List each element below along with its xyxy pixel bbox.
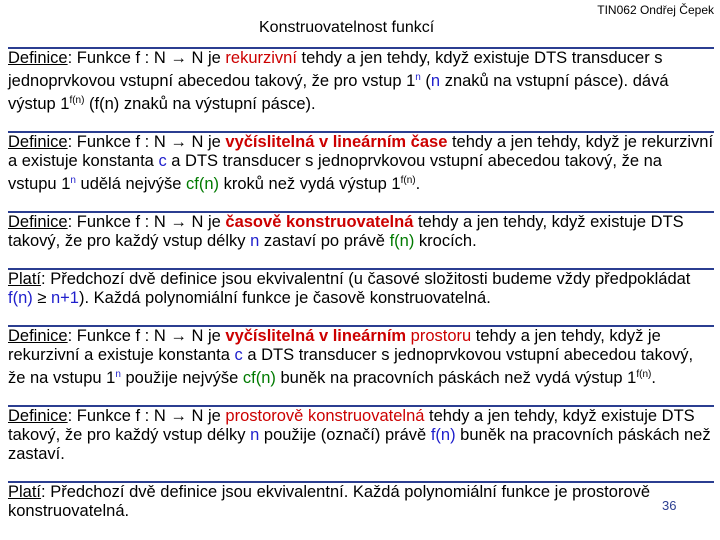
- text: : Funkce: [67, 407, 136, 425]
- text: zastaví po právě: [259, 232, 390, 250]
- superscript-fn: f(n): [400, 175, 416, 186]
- text: tehdy a jen tehdy, když existuje DTS takový, že pro každý vstup délky: [8, 213, 684, 250]
- definition-label: Definice: [8, 213, 68, 231]
- superscript-n: n: [415, 72, 421, 83]
- text: je: [203, 49, 226, 67]
- text: a DTS transducer s jednoprvkovou vstupní abecedou takový, že na vstupu 1: [8, 152, 662, 193]
- text: kroků než vydá výstup 1: [219, 175, 401, 193]
- arrow-symbol: →: [170, 407, 187, 425]
- text: : Funkce: [67, 133, 136, 151]
- definition-space-constructible: [8, 405, 714, 464]
- definition-label: Definice: [8, 407, 68, 425]
- math-N: N: [153, 407, 166, 425]
- text: : Předchozí dvě definice jsou ekvivalentní. Každá polynomiální funkce je prostorově konstruovatelná.: [8, 483, 651, 520]
- text: ≥: [32, 289, 51, 307]
- text: : Funkce: [67, 49, 136, 67]
- slide-content: [8, 47, 714, 538]
- math-N: N: [191, 213, 204, 231]
- statement-label: Platí: [8, 483, 42, 501]
- math-N: N: [153, 213, 166, 231]
- math-n: n: [430, 72, 441, 90]
- text: je: [203, 327, 226, 345]
- math-N: N: [191, 133, 204, 151]
- math-N: N: [191, 49, 204, 67]
- superscript-fn: f(n): [69, 95, 85, 106]
- text: použije (označí) právě: [259, 426, 431, 444]
- math-N: N: [191, 327, 204, 345]
- math-cfn: cf(n): [186, 175, 220, 193]
- math-fn: f(n): [430, 426, 456, 444]
- text: buněk na pracovních páskách než vydá výstup 1: [275, 369, 637, 387]
- math-f: f: [135, 327, 141, 345]
- slide-title: Konstruovatelnost funkcí: [259, 19, 435, 36]
- term-recursive: rekurzivní: [225, 49, 297, 67]
- text: udělá nejvýše: [75, 175, 187, 193]
- math-f: f: [135, 133, 141, 151]
- math-n-plus-1: n+1: [50, 289, 79, 307]
- statement-time: [8, 268, 714, 308]
- text: tehdy a jen tehdy, když je rekurzivní a existuje konstanta: [8, 133, 714, 170]
- math-fn: f(n): [8, 289, 33, 307]
- term-time-constructible: časově konstruovatelná: [225, 213, 414, 231]
- text: tehdy a jen tehdy, když existuje DTS takový, že pro každý vstup délky: [8, 407, 695, 444]
- text: .: [651, 369, 656, 387]
- definition-recursive: [8, 47, 714, 114]
- term-linear-time: vyčíslitelná v lineárním čase: [225, 133, 448, 151]
- math-n: n: [250, 426, 260, 444]
- text: znaků na vstupní pásce). dává výstup 1: [8, 72, 669, 113]
- text: : Funkce: [67, 213, 136, 231]
- statement-label: Platí: [8, 270, 42, 288]
- math-f: f: [135, 213, 141, 231]
- text: : Předchozí dvě definice jsou ekvivalentní (u časové složitosti budeme vždy předpokládat: [41, 270, 691, 288]
- superscript-fn: f(n): [636, 369, 652, 380]
- statement-space: [8, 481, 714, 521]
- text: buněk na pracovních páskách než zastaví.: [8, 426, 711, 463]
- term-linear-space-b: prostoru: [410, 327, 472, 345]
- text: (: [420, 72, 431, 90]
- math-N: N: [191, 407, 204, 425]
- text: je: [203, 213, 226, 231]
- superscript-n: n: [115, 369, 121, 380]
- math-cfn: cf(n): [242, 369, 276, 387]
- text: tehdy a jen tehdy, když existuje DTS transducer s jednoprvkovou vstupní abecedou takový, že pro vstup 1: [8, 49, 663, 90]
- math-c: c: [234, 346, 243, 364]
- math-colon: :: [140, 213, 154, 231]
- math-N: N: [153, 327, 166, 345]
- definition-time-constructible: [8, 211, 714, 251]
- math-fn: f(n): [94, 95, 120, 113]
- math-N: N: [153, 133, 166, 151]
- text: tehdy a jen tehdy, když je rekurzivní a existuje konstanta: [8, 327, 661, 364]
- definition-label: Definice: [8, 133, 68, 151]
- math-f: f: [135, 49, 141, 67]
- definition-linear-space: [8, 325, 714, 388]
- definition-label: Definice: [8, 327, 68, 345]
- math-n: n: [250, 232, 260, 250]
- text: (: [84, 95, 95, 113]
- math-colon: :: [140, 327, 154, 345]
- arrow-symbol: →: [170, 133, 187, 151]
- term-space-constructible: prostorově konstruovatelná: [225, 407, 425, 425]
- text: znaků na výstupní pásce).: [119, 95, 316, 113]
- definition-label: Definice: [8, 49, 68, 67]
- text: : Funkce: [67, 327, 136, 345]
- text: krocích.: [414, 232, 477, 250]
- text: použije nejvýše: [120, 369, 243, 387]
- text: ). Každá polynomiální funkce je časově konstruovatelná.: [78, 289, 491, 307]
- arrow-symbol: →: [170, 327, 187, 345]
- math-f: f: [135, 407, 141, 425]
- math-colon: :: [140, 407, 154, 425]
- math-fn: f(n): [389, 232, 415, 250]
- math-N: N: [153, 49, 166, 67]
- arrow-symbol: →: [170, 213, 187, 231]
- text: .: [415, 175, 421, 193]
- text: je: [203, 407, 226, 425]
- term-linear-space-a: vyčíslitelná v lineárním: [225, 327, 411, 345]
- definition-linear-time: [8, 131, 714, 194]
- arrow-symbol: →: [170, 49, 187, 67]
- text: je: [203, 133, 226, 151]
- math-c: c: [158, 152, 167, 170]
- text: a DTS transducer s jednoprvkovou vstupní abecedou takový, že na vstupu 1: [8, 346, 694, 387]
- math-colon: :: [140, 133, 154, 151]
- superscript-n: n: [70, 175, 76, 186]
- header-author: TIN062 Ondřej Čepek: [597, 3, 714, 17]
- page-number: 36: [662, 498, 677, 513]
- math-colon: :: [140, 49, 154, 67]
